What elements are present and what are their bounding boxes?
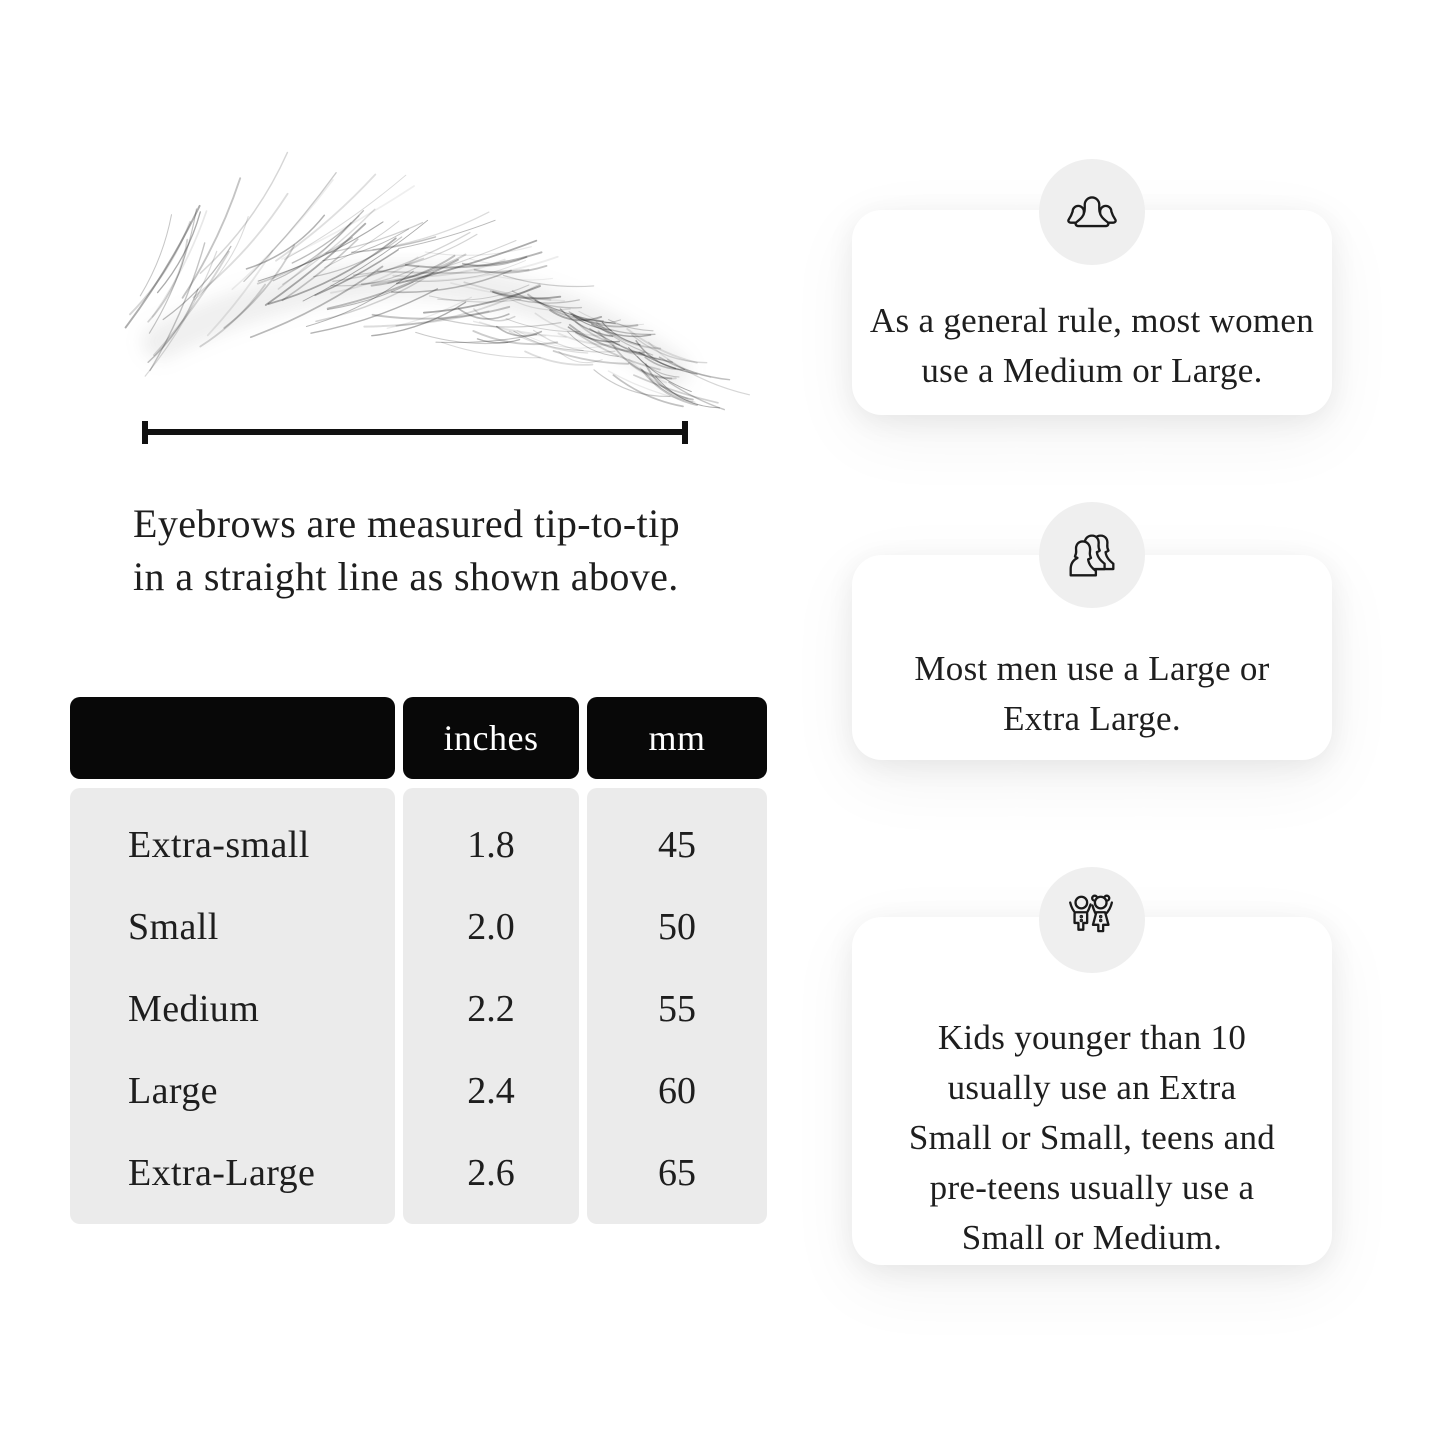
measurement-line-right-cap: [682, 421, 688, 444]
men-group-icon: [1061, 524, 1123, 586]
card-text-line: Small or Small, teens and: [908, 1118, 1276, 1157]
size-label: Small: [128, 906, 219, 948]
mm-value: 55: [658, 988, 696, 1030]
measurement-line: [145, 429, 685, 435]
card-text-line: Kids younger than 10: [937, 1018, 1247, 1057]
card-text-line: pre-teens usually use a: [929, 1168, 1255, 1207]
table-header-inches: inches: [403, 697, 579, 779]
card-text-line: Most men use a Large or: [914, 649, 1270, 688]
table-row: [0, 886, 800, 968]
eyebrow-shade: [160, 280, 672, 370]
measurement-caption: [133, 497, 718, 603]
women-group-badge: [1039, 159, 1145, 265]
mm-value: 60: [658, 1070, 696, 1112]
caption-line-1: Eyebrows are measured tip-to-tip: [133, 501, 681, 546]
table-row: [0, 804, 800, 886]
card-text-line: usually use an Extra: [947, 1068, 1237, 1107]
size-label: Extra-Large: [128, 1152, 316, 1194]
card-text-line: use a Medium or Large.: [921, 351, 1263, 390]
mm-value: 50: [658, 906, 696, 948]
inches-value: 2.0: [467, 906, 515, 948]
inches-value: 1.8: [467, 824, 515, 866]
mm-value: 45: [658, 824, 696, 866]
table-header-size: [70, 697, 395, 779]
card-text-line: Extra Large.: [1003, 699, 1181, 738]
card-text-line: Small or Medium.: [961, 1218, 1223, 1257]
inches-value: 2.6: [467, 1152, 515, 1194]
children-badge: [1039, 867, 1145, 973]
table-row: [0, 1050, 800, 1132]
size-label: Large: [128, 1070, 218, 1112]
size-label: Extra-small: [128, 824, 310, 866]
inches-value: 2.2: [467, 988, 515, 1030]
kids-card-text: [852, 1013, 1332, 1263]
mm-value: 65: [658, 1152, 696, 1194]
card-text-line: As a general rule, most women: [869, 301, 1315, 340]
children-icon: [1061, 889, 1123, 951]
men-group-badge: [1039, 502, 1145, 608]
size-label: Medium: [128, 988, 260, 1030]
table-row: [0, 1132, 800, 1214]
table-row: [0, 968, 800, 1050]
inches-value: 2.4: [467, 1070, 515, 1112]
men-card-text: [852, 644, 1332, 744]
women-group-icon: [1061, 181, 1123, 243]
caption-line-2: in a straight line as shown above.: [133, 554, 679, 599]
women-card-text: [852, 296, 1332, 396]
table-header-mm: mm: [587, 697, 767, 779]
